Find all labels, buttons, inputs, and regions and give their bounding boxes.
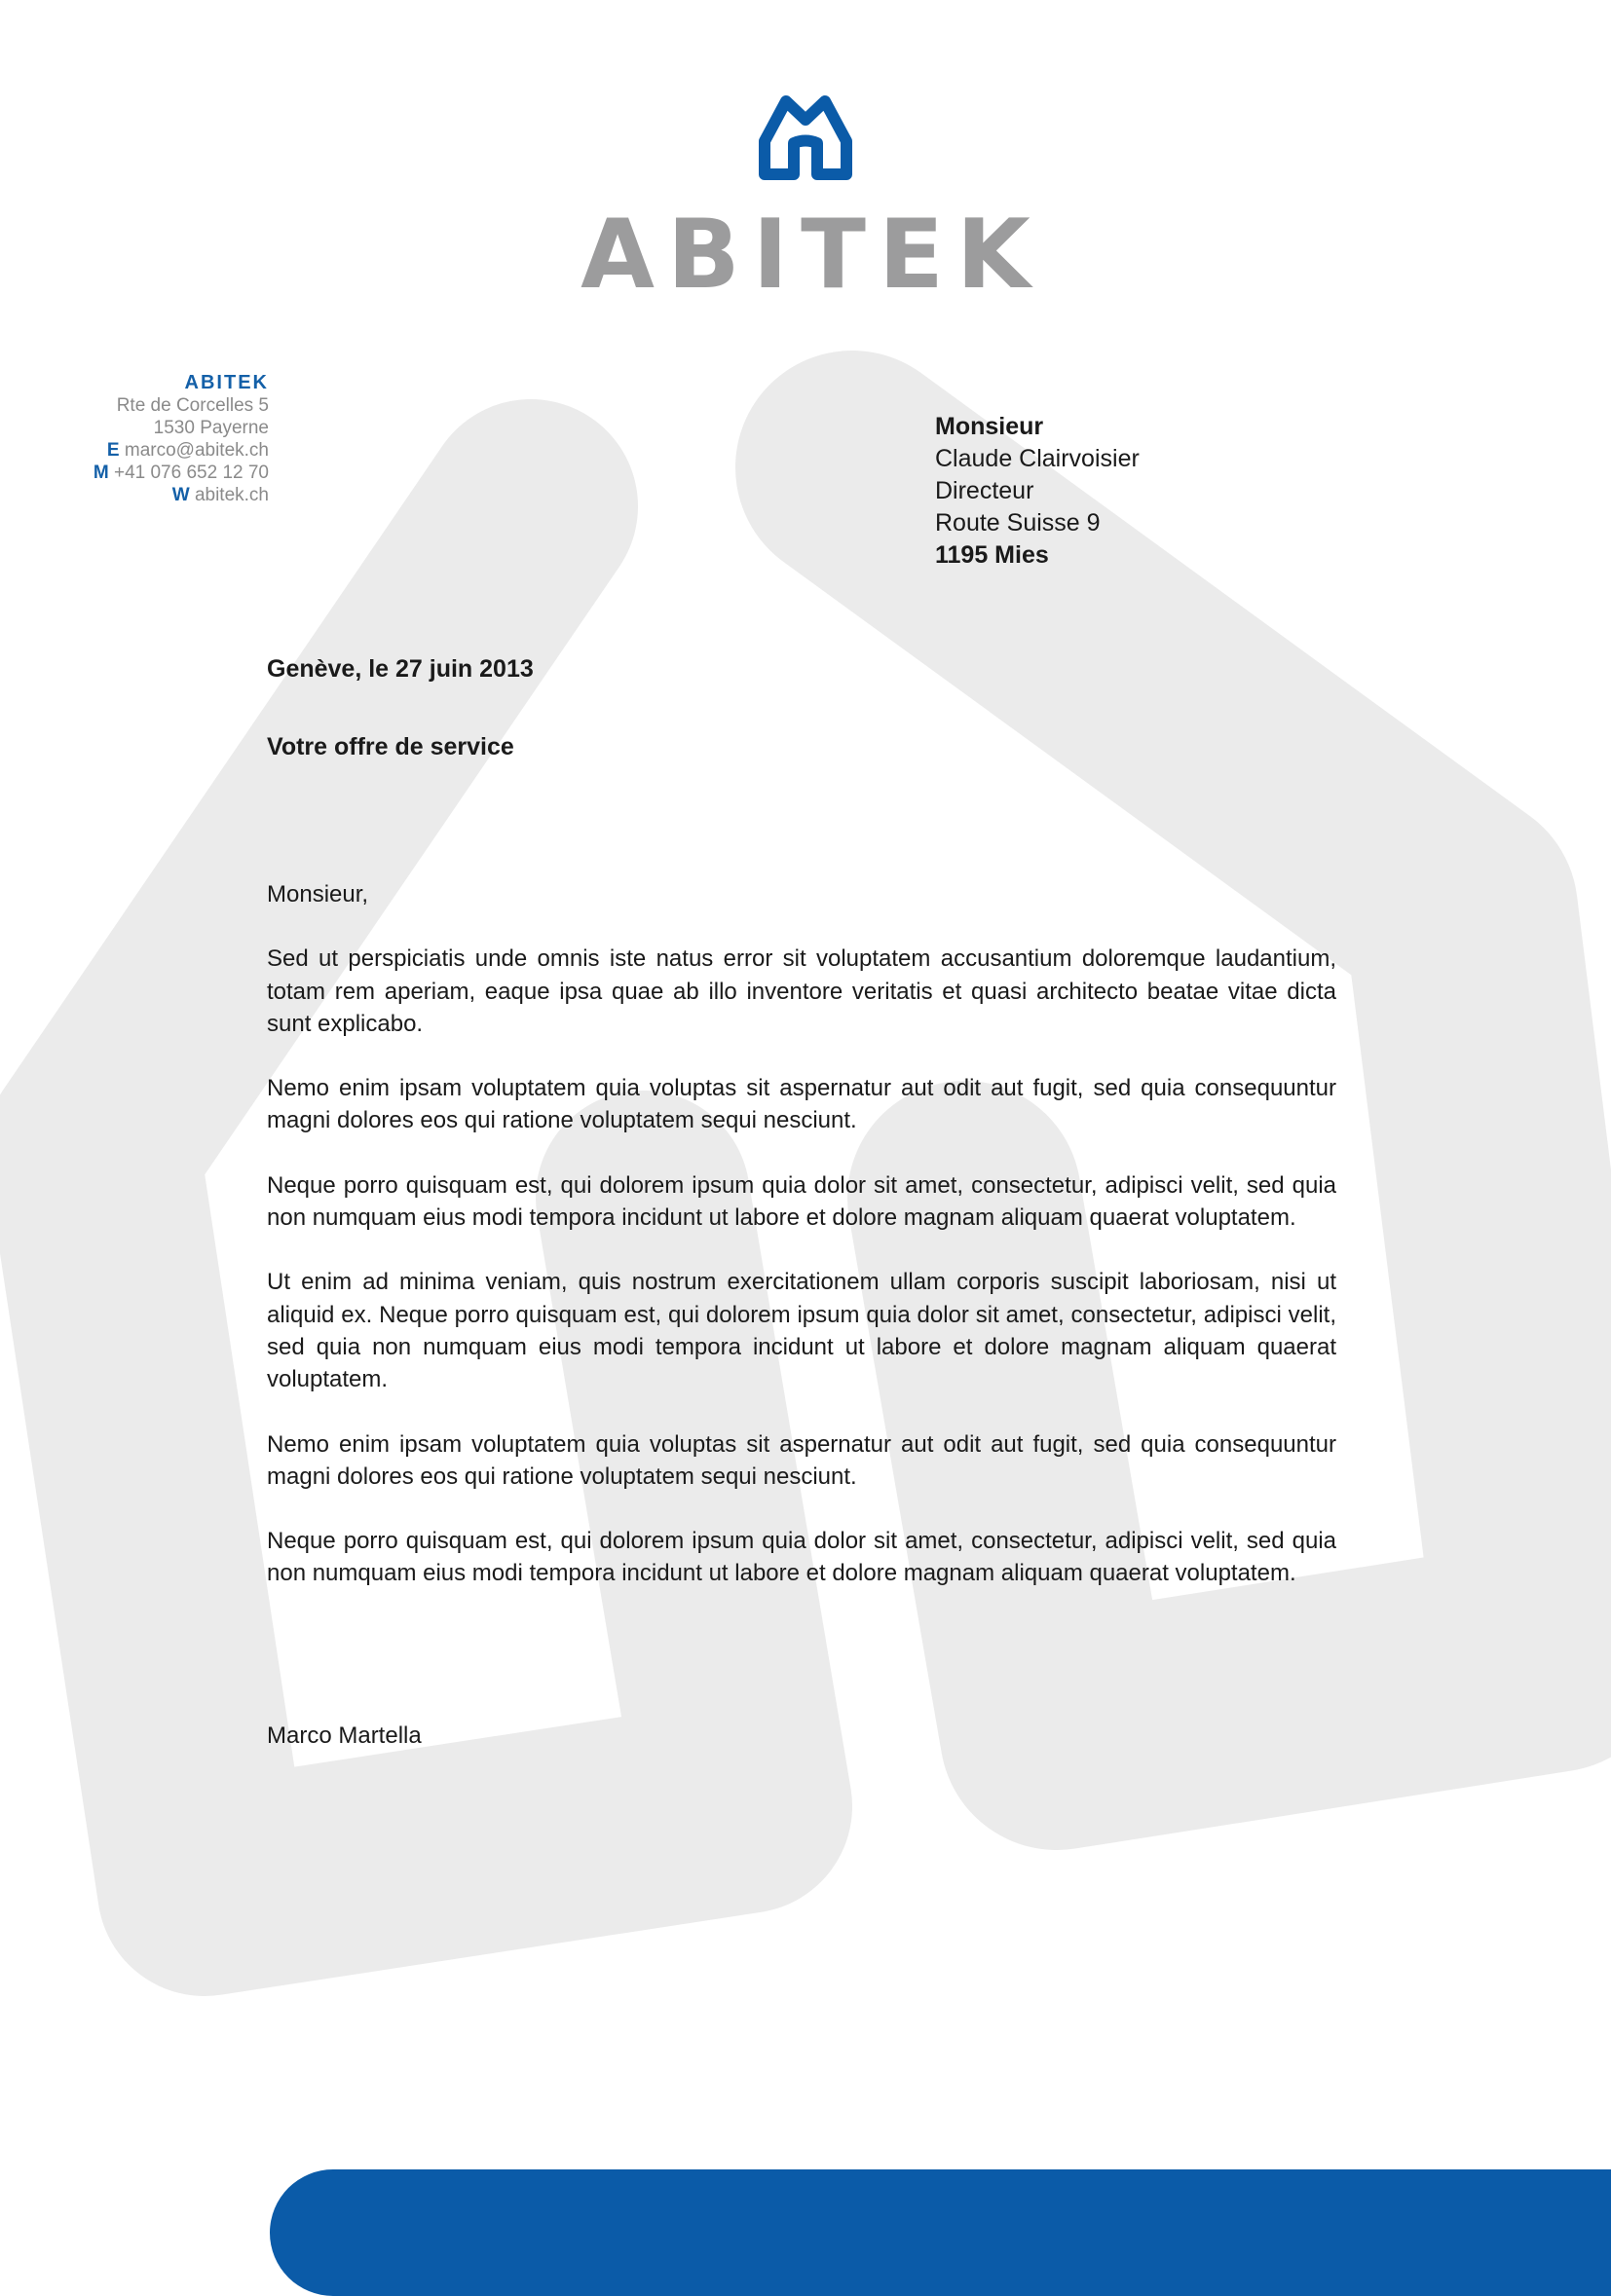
letterhead-logo: [0, 93, 1611, 311]
letter-paragraph: Nemo enim ipsam voluptatem quia voluptas sit aspernatur aut odit aut fugit, sed quia consequuntur magni dolores eos qui ratione voluptatem sequi nesciunt.: [267, 1430, 1336, 1490]
letter-paragraph: Neque porro quisquam est, qui dolorem ipsum quia dolor sit amet, consectetur, adipisci velit, sed quia non numquam eius modi tempora incidunt ut labore et dolore magnam aliquam quaerat voluptatem.: [267, 1528, 1336, 1587]
recipient-city: 1195 Mies: [935, 541, 1049, 569]
recipient-name: Claude Clairvoisier: [935, 445, 1140, 472]
sender-web: abitek.ch: [194, 485, 269, 505]
recipient-address-block: [935, 411, 1140, 572]
recipient-title: Directeur: [935, 477, 1034, 504]
place-date: Genève, le 27 juin 2013: [267, 655, 534, 683]
mobile-label: M: [93, 463, 109, 483]
logo-wordmark: ABITEK: [581, 200, 1043, 311]
web-label: W: [171, 485, 190, 505]
letter-body: [267, 878, 1336, 1622]
sender-mobile-line: [0, 462, 269, 484]
letter-paragraph: Nemo enim ipsam voluptatem quia voluptas sit aspernatur aut odit aut fugit, sed quia consequuntur magni dolores eos qui ratione voluptatem sequi nesciunt.: [267, 1075, 1336, 1134]
sender-address-block: [0, 372, 269, 506]
letter-signature: Marco Martella: [267, 1722, 422, 1749]
letter-paragraph: Sed ut perspiciatis unde omnis iste natus error sit voluptatem accusantium doloremque laudantium, totam rem aperiam, eaque ipsa quae ab illo inventore veritatis et quasi architecto beatae vitae dicta sunt explicabo.: [267, 945, 1336, 1037]
sender-city: 1530 Payerne: [153, 418, 269, 438]
email-label: E: [106, 440, 120, 461]
recipient-salutation: Monsieur: [935, 413, 1044, 440]
sender-email: marco@abitek.ch: [124, 440, 269, 461]
sender-company: ABITEK: [184, 372, 269, 393]
letter-subject: Votre offre de service: [267, 733, 514, 760]
sender-mobile: +41 076 652 12 70: [113, 463, 269, 483]
sender-street: Rte de Corcelles 5: [116, 395, 269, 416]
letter-paragraph: Ut enim ad minima veniam, quis nostrum exercitationem ullam corporis suscipit laboriosam, nisi ut aliquid ex. Neque porro quisquam est, qui dolorem ipsum quia dolor sit amet, consectetur, adipisci velit, sed quia non numquam eius modi tempora incidunt ut labore et dolore magnam aliquam quaerat voluptatem.: [267, 1269, 1336, 1393]
house-logo-icon: [757, 93, 854, 186]
letter-greeting: Monsieur,: [267, 881, 369, 907]
sender-email-line: [0, 439, 269, 462]
recipient-street: Route Suisse 9: [935, 509, 1101, 537]
sender-web-line: [0, 484, 269, 506]
letter-paragraph: Neque porro quisquam est, qui dolorem ipsum quia dolor sit amet, consectetur, adipisci velit, sed quia non numquam eius modi tempora incidunt ut labore et dolore magnam aliquam quaerat voluptatem.: [267, 1171, 1336, 1232]
